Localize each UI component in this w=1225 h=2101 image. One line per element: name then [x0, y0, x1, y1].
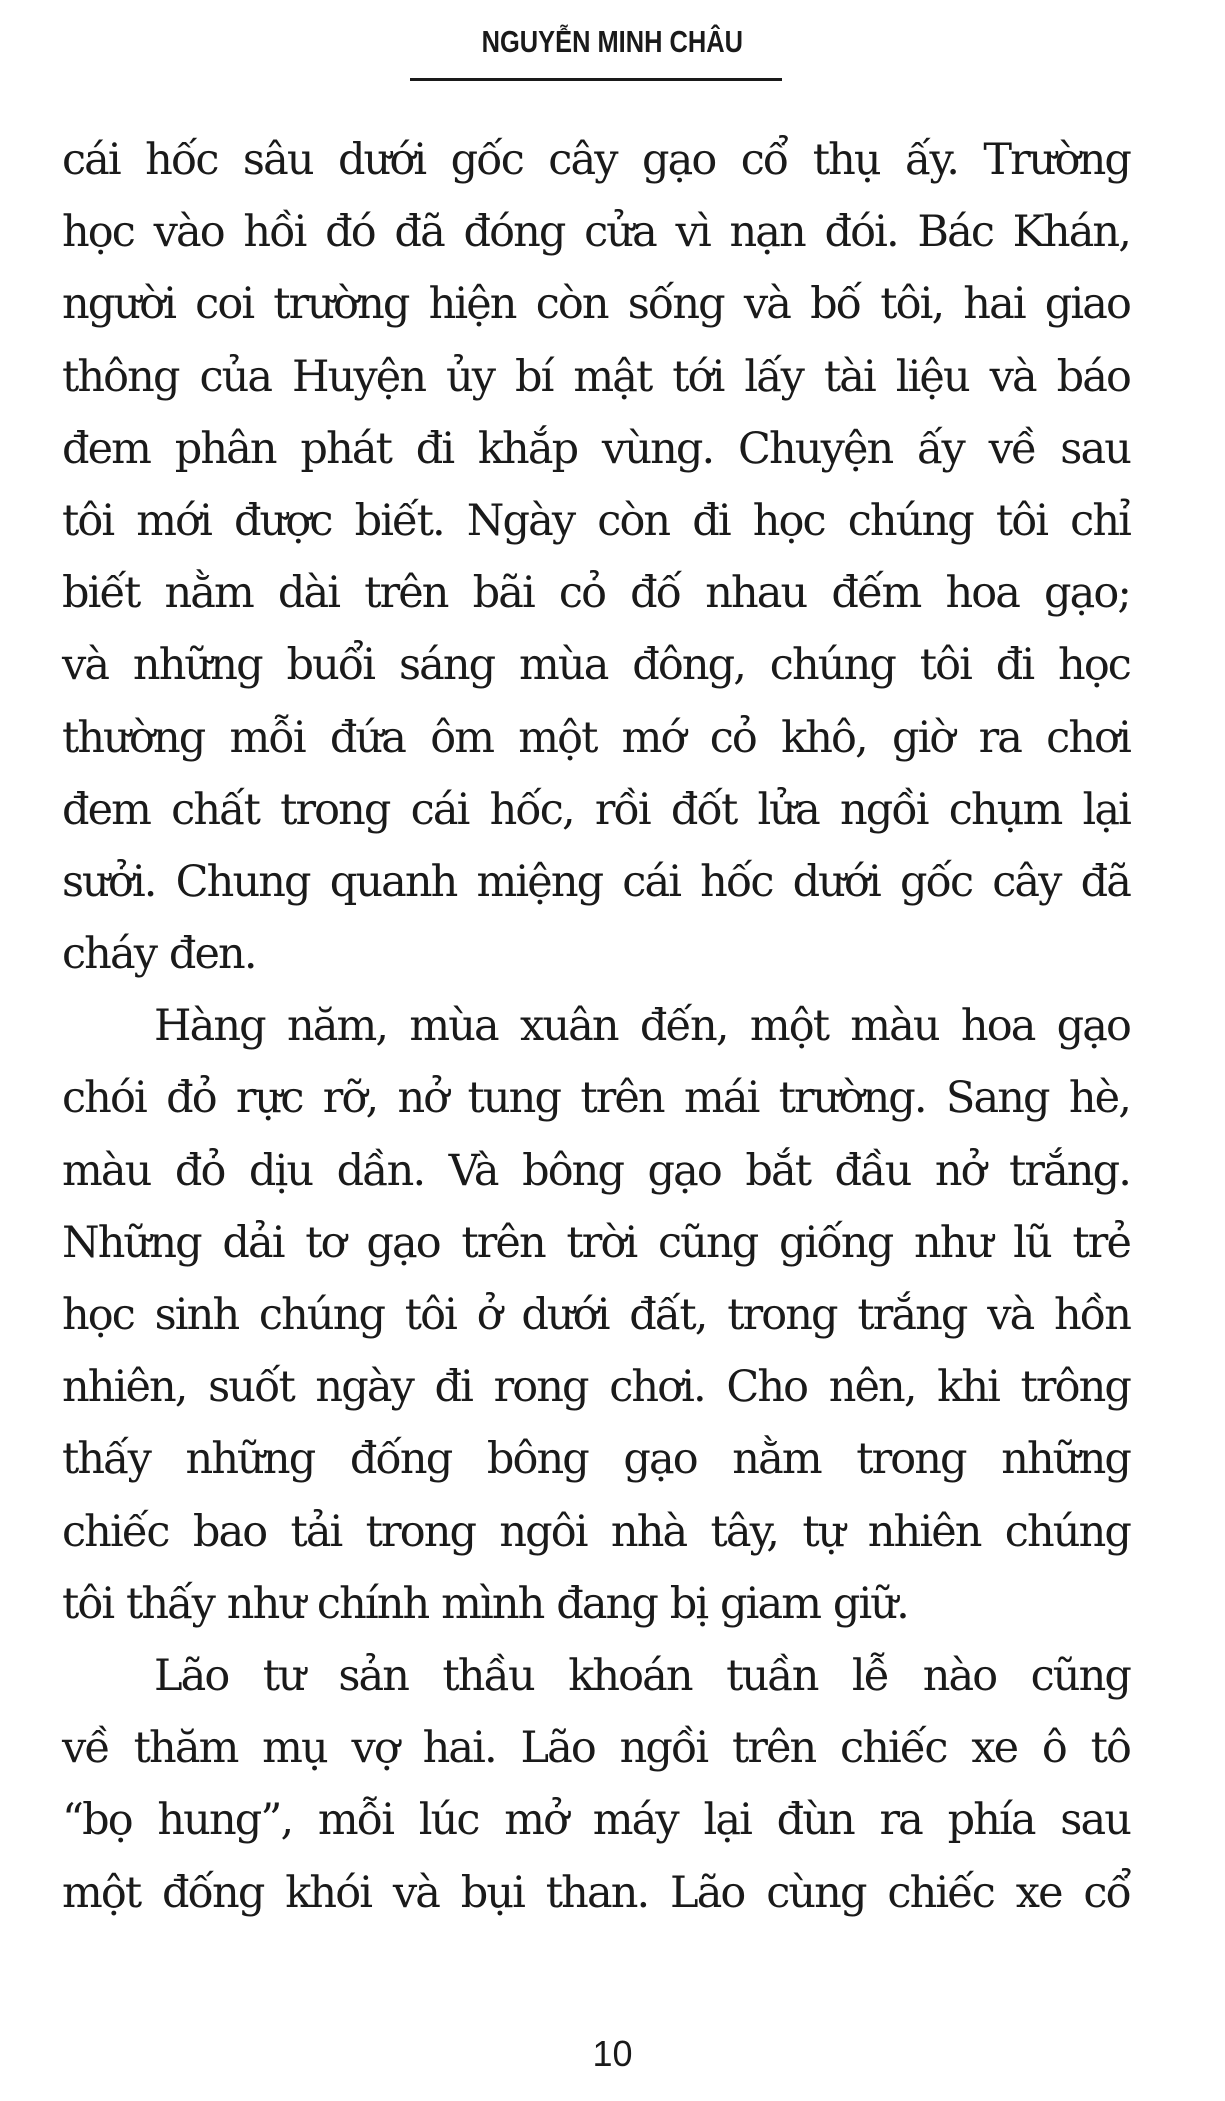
- running-head: [0, 22, 1225, 62]
- text-line: tôi mới được biết. Ngày còn đi học chúng tôi chỉ: [62, 495, 1130, 546]
- text-line: cháy đen.: [62, 929, 256, 980]
- text-line: tôi thấy như chính mình đang bị giam giữ.: [62, 1578, 908, 1629]
- text-line: thấy những đống bông gạo nằm trong những: [62, 1434, 1130, 1485]
- text-line: thường mỗi đứa ôm một mớ cỏ khô, giờ ra chơi: [62, 712, 1130, 763]
- page-number: 10: [592, 2033, 633, 2074]
- text-line: và những buổi sáng mùa đông, chúng tôi đi học: [62, 640, 1130, 691]
- text-line: nhiên, suốt ngày đi rong chơi. Cho nên, khi trông: [62, 1362, 1130, 1413]
- body-text: [62, 124, 1130, 1929]
- author-name: NGUYỄN MINH CHÂU: [481, 24, 744, 59]
- text-line: đem chất trong cái hốc, rồi đốt lửa ngồi chụm lại: [62, 784, 1130, 835]
- text-line: Lão tư sản thầu khoán tuần lễ nào cũng: [154, 1650, 1130, 1701]
- text-line: học vào hồi đó đã đóng cửa vì nạn đói. Bác Khán,: [62, 207, 1130, 258]
- text-line: chiếc bao tải trong ngôi nhà tây, tự nhiên chúng: [62, 1506, 1130, 1557]
- text-line: đem phân phát đi khắp vùng. Chuyện ấy về sau: [62, 423, 1130, 474]
- text-line: Những dải tơ gạo trên trời cũng giống như lũ trẻ: [62, 1217, 1130, 1268]
- text-line: học sinh chúng tôi ở dưới đất, trong trắng và hồn: [62, 1290, 1130, 1340]
- text-line: sưởi. Chung quanh miệng cái hốc dưới gốc cây đã: [62, 856, 1130, 907]
- text-line: biết nằm dài trên bãi cỏ đố nhau đếm hoa gạo;: [62, 568, 1130, 619]
- text-line: Hàng năm, mùa xuân đến, một màu hoa gạo: [154, 1001, 1130, 1052]
- text-line: một đống khói và bụi than. Lão cùng chiếc xe cổ: [62, 1867, 1130, 1918]
- paragraph-1: [62, 124, 1130, 990]
- header-rule: [410, 78, 782, 81]
- text-line: cái hốc sâu dưới gốc cây gạo cổ thụ ấy. Trường: [62, 135, 1130, 185]
- text-line: màu đỏ dịu dần. Và bông gạo bắt đầu nở trắng.: [62, 1145, 1130, 1196]
- text-line: “bọ hung”, mỗi lúc mở máy lại đùn ra phía sau: [62, 1795, 1130, 1846]
- text-line: người coi trường hiện còn sống và bố tôi, hai giao: [62, 279, 1130, 330]
- text-line: thông của Huyện ủy bí mật tới lấy tài liệu và báo: [62, 351, 1130, 402]
- text-line: về thăm mụ vợ hai. Lão ngồi trên chiếc xe ô tô: [62, 1723, 1130, 1774]
- paragraph-2: [62, 990, 1130, 1640]
- paragraph-3: [62, 1640, 1130, 1929]
- text-line: chói đỏ rực rỡ, nở tung trên mái trường. Sang hè,: [62, 1073, 1130, 1124]
